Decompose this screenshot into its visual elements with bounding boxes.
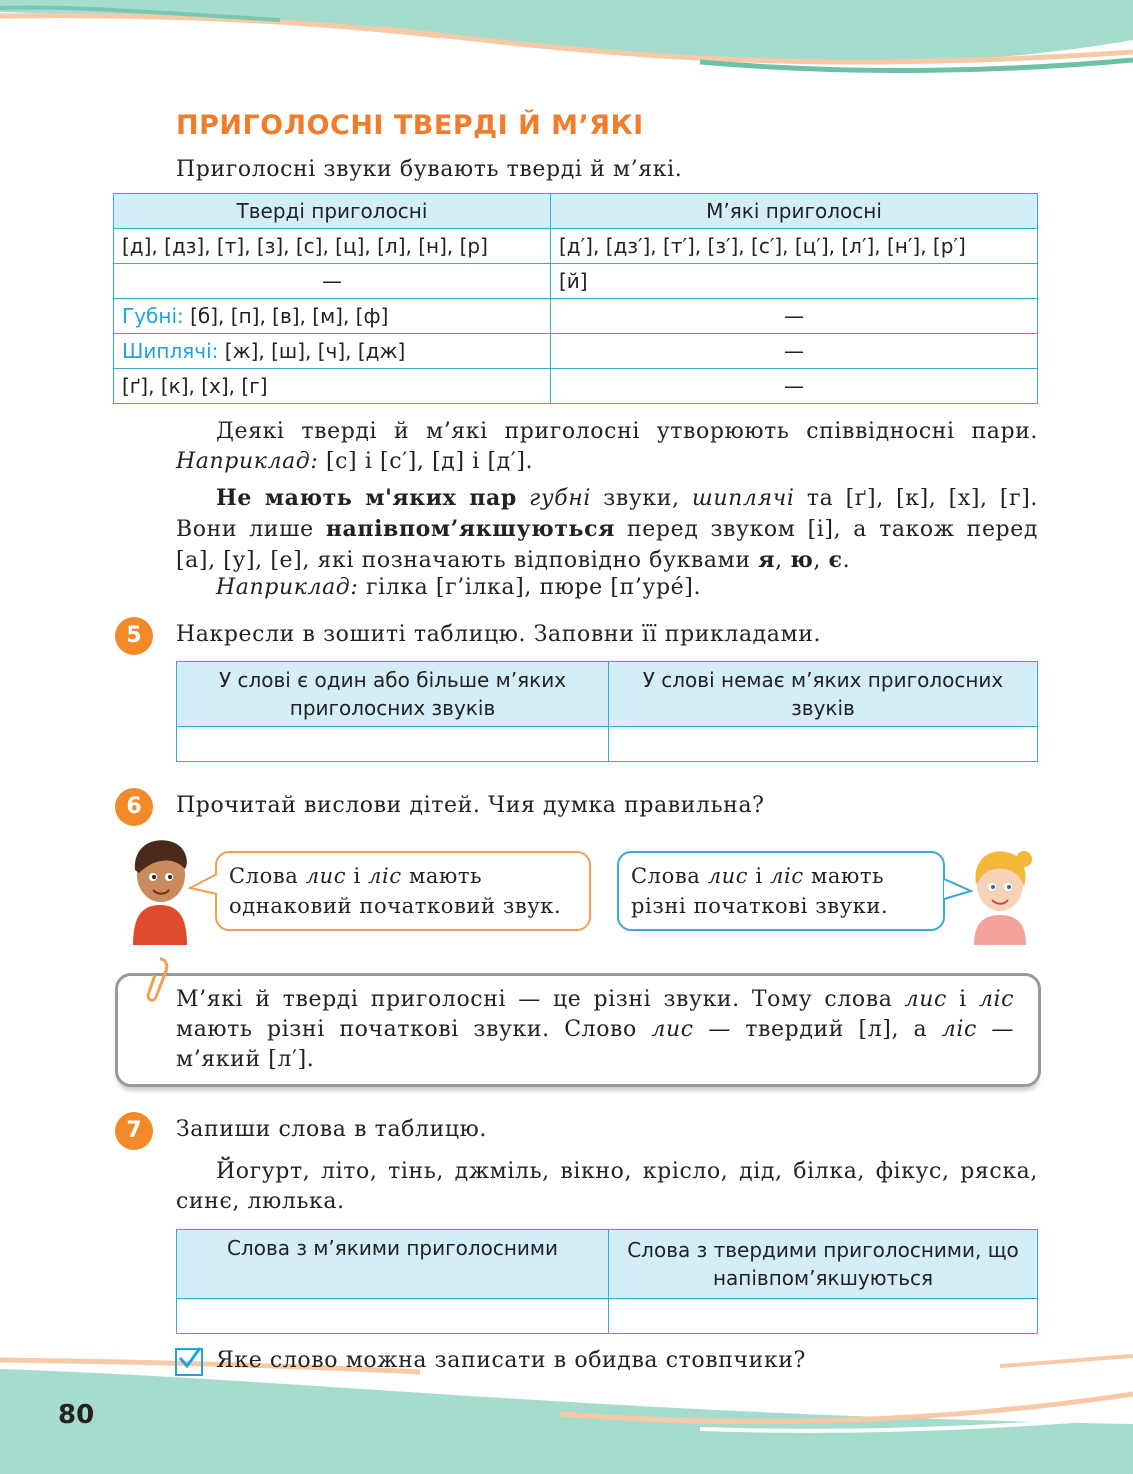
bold-text: напівпом’якшуються (325, 516, 615, 542)
italic-text: лис (904, 987, 947, 1012)
table-cell (177, 727, 609, 762)
task-7-text: Запиши слова в таблицю. (176, 1117, 487, 1142)
girl-speech-bubble (617, 851, 945, 931)
task-7-words: Йогурт, літо, тінь, джміль, вікно, крісло, дід, білка, фікус, ряска, синє, люлька. (176, 1159, 1038, 1214)
italic-text: ліс (770, 864, 804, 888)
text: мають різні початкові звуки. Слово (176, 1017, 637, 1042)
paperclip-icon (138, 955, 172, 1005)
task-number-6: 6 (115, 788, 153, 826)
top-decoration (0, 0, 1133, 110)
table-header: Тверді приголосні (114, 194, 551, 229)
cell-text: [б], [п], [в], [м], [ф] (190, 304, 389, 328)
table-cell (609, 727, 1038, 762)
text: і (755, 864, 763, 888)
table-cell (114, 334, 551, 369)
table-header: М’які приголосні (551, 194, 1038, 229)
boy-avatar (125, 835, 195, 945)
page-title: ПРИГОЛОСНІ ТВЕРДІ Й М’ЯКІ (176, 110, 644, 141)
bold-letter: є (828, 547, 843, 573)
table-header: Слова з твердими приголосними, що напівпом’якшуються (609, 1230, 1038, 1299)
bubble-tail (188, 870, 218, 900)
text: М’які й тверді приголосні — це різні звуки. Тому слова (176, 987, 893, 1012)
text: Слова (631, 864, 701, 888)
table-header: Слова з м’якими приголосними (177, 1230, 609, 1299)
text: та [ґ], [к], [х], [г]. (806, 486, 1039, 511)
italic-text: губні (529, 486, 591, 511)
paragraph-text: Деякі тверді й м’які приголосні утворюють співвідносні пари. (216, 419, 1038, 444)
example-label: Наприклад: (176, 449, 319, 474)
table-cell (114, 299, 551, 334)
table-cell (609, 1299, 1038, 1334)
table-header: У слові немає м’яких приголосних звуків (609, 662, 1038, 727)
text: . (842, 548, 851, 573)
cell-text: [ж], [ш], [ч], [дж] (224, 339, 406, 363)
checkbox-icon (175, 1348, 203, 1376)
table-cell: — (114, 264, 551, 299)
consonants-table (113, 193, 1038, 404)
table-cell: — (551, 334, 1038, 369)
task-5-table (176, 661, 1038, 762)
italic-text: шиплячі (691, 486, 795, 511)
example-text: гілка [г’ілка], пюре [п’урé]. (365, 575, 702, 600)
text: мають різні початкові звуки. (631, 864, 889, 918)
italic-text: лис (651, 1017, 694, 1042)
boy-speech-bubble (215, 851, 591, 931)
text: Вони лише (176, 517, 314, 542)
text: — м’який [л′]. (176, 1017, 1015, 1072)
table-cell: — (551, 369, 1038, 404)
table-cell (177, 1299, 609, 1334)
text: , (775, 548, 783, 573)
bold-text: Не мають м'яких пар (216, 485, 517, 511)
italic-text: ліс (941, 1017, 977, 1042)
text: — твердий [л], а (708, 1017, 928, 1042)
page-number: 80 (58, 1400, 95, 1430)
girl-avatar (962, 845, 1037, 945)
table-cell: [д], [дз], [т], [з], [с], [ц], [л], [н], [р] (114, 229, 551, 264)
task-number-7: 7 (115, 1112, 153, 1150)
example-text: [с] і [с′], [д] і [д′]. (325, 449, 534, 474)
bold-letter: я (758, 547, 776, 573)
text: і (353, 864, 361, 888)
bold-letter: ю (790, 547, 814, 573)
table-cell: [ґ], [к], [х], [г] (114, 369, 551, 404)
task-number-5: 5 (115, 617, 153, 655)
intro-text: Приголосні звуки бувають тверді й м’які. (176, 157, 683, 182)
italic-text: ліс (978, 987, 1015, 1012)
task-5-text: Накресли в зошиті таблицю. Заповни її прикладами. (176, 622, 822, 647)
question-text: Яке слово можна записати в обидва стовпчики? (216, 1348, 806, 1373)
row-label: Губні: (122, 304, 184, 328)
text: , (813, 548, 822, 573)
text: перед звуком [і], а також перед [а], [у], [е], які позначають відповідно буквами (176, 517, 1039, 573)
paragraph-example (176, 573, 1038, 603)
table-cell: [д′], [дз′], [т′], [з′], [с′], [ц′], [л′], [н′], [р′] (551, 229, 1038, 264)
paragraph-pairs (176, 417, 1038, 477)
italic-text: ліс (368, 864, 402, 888)
row-label: Шиплячі: (122, 339, 219, 363)
task-7-table (176, 1229, 1038, 1334)
task-6-text: Прочитай вислови дітей. Чия думка правильна? (176, 793, 765, 818)
italic-text: лис (707, 864, 749, 888)
table-cell: — (551, 299, 1038, 334)
note-text (176, 985, 1014, 1075)
text: мають однаковий початковий звук. (229, 864, 562, 918)
text: Слова (229, 864, 299, 888)
table-cell: [й] (551, 264, 1038, 299)
paragraph-no-pairs (176, 483, 1038, 576)
italic-text: лис (305, 864, 347, 888)
text: звуки, (603, 486, 680, 511)
table-header: У слові є один або більше м’яких приголосних звуків (177, 662, 609, 727)
example-label: Наприклад: (216, 575, 359, 600)
text: і (959, 987, 967, 1012)
